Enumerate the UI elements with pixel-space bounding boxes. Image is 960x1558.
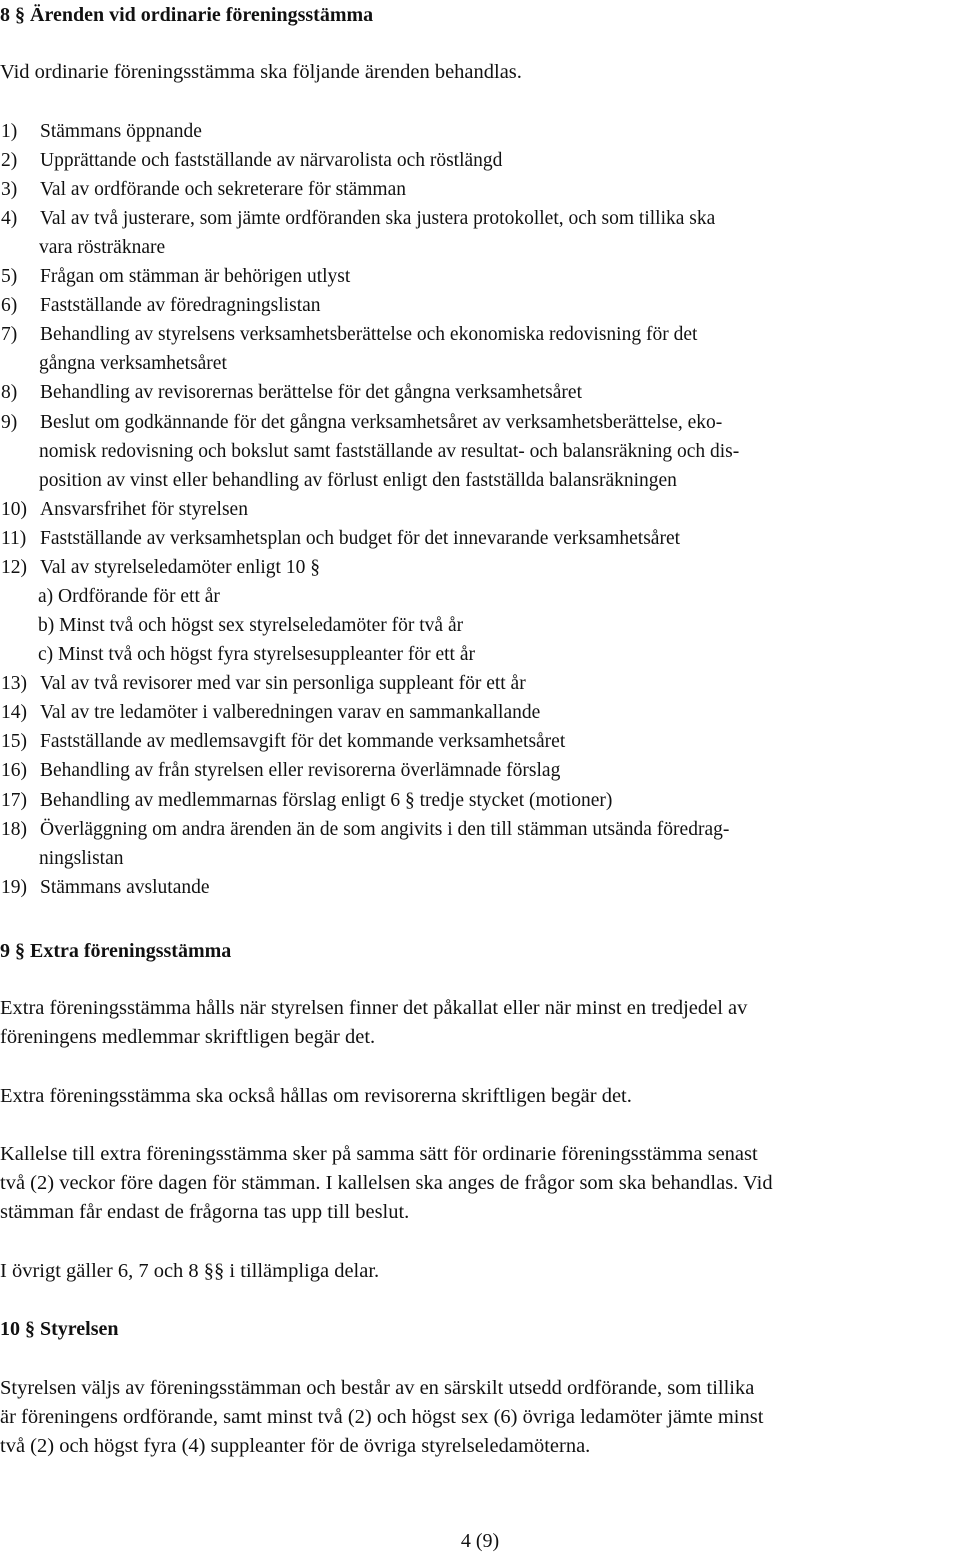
list-item: 6) Fastställande av föredragningslistan — [1, 295, 321, 316]
sub-list-item: a) Ordförande för ett år — [38, 586, 220, 607]
page-number: 4 (9) — [460, 1530, 500, 1552]
section-9-heading: 9 § Extra föreningsstämma — [0, 940, 232, 962]
list-item: 19) Stämmans avslutande — [1, 877, 210, 898]
list-item-continuation: gångna verksamhetsåret — [39, 353, 227, 374]
paragraph-line: Extra föreningsstämma ska också hållas om revisorerna skriftligen begär det. — [0, 1085, 632, 1107]
list-item: 8) Behandling av revisorernas berättelse för det gångna verksamhetsåret — [1, 382, 582, 403]
section-8-intro: Vid ordinarie föreningsstämma ska följande ärenden behandlas. — [0, 61, 522, 83]
list-item-continuation: position av vinst eller behandling av förlust enligt den fastställda balansräkningen — [39, 470, 677, 491]
list-item: 3) Val av ordförande och sekreterare för stämman — [1, 179, 406, 200]
list-item: 9) Beslut om godkännande för det gångna verksamhetsåret av verksamhetsberättelse, eko- — [1, 412, 723, 433]
list-item: 12) Val av styrelseledamöter enligt 10 § — [1, 557, 320, 578]
section-10-heading: 10 § Styrelsen — [0, 1318, 119, 1340]
paragraph-line: Kallelse till extra föreningsstämma sker på samma sätt för ordinarie föreningsstämma senast — [0, 1143, 758, 1165]
list-item: 1) Stämmans öppnande — [1, 121, 202, 142]
paragraph-line: föreningens medlemmar skriftligen begär det. — [0, 1026, 376, 1048]
paragraph-line: stämman får endast de frågorna tas upp till beslut. — [0, 1201, 410, 1223]
list-item: 13) Val av två revisorer med var sin personliga suppleant för ett år — [1, 673, 526, 694]
list-item: 16) Behandling av från styrelsen eller revisorerna överlämnade förslag — [1, 760, 561, 781]
list-item-continuation: vara rösträknare — [39, 237, 166, 258]
list-item: 14) Val av tre ledamöter i valberedningen varav en sammankallande — [1, 702, 541, 723]
sub-list-item: b) Minst två och högst sex styrelseledamöter för två år — [38, 615, 464, 636]
list-item: 17) Behandling av medlemmarnas förslag enligt 6 § tredje stycket (motioner) — [1, 790, 613, 811]
list-item: 15) Fastställande av medlemsavgift för det kommande verksamhetsåret — [1, 731, 566, 752]
list-item: 4) Val av två justerare, som jämte ordföranden ska justera protokollet, och som tillika ska — [1, 208, 716, 229]
paragraph-line: två (2) veckor före dagen för stämman. I kallelsen ska anges de frågor som ska behandlas. Vid — [0, 1172, 773, 1194]
sub-list-item: c) Minst två och högst fyra styrelsesuppleanter för ett år — [38, 644, 475, 665]
list-item: 11) Fastställande av verksamhetsplan och budget för det innevarande verksamhetsåret — [1, 528, 681, 549]
paragraph-line: är föreningens ordförande, samt minst två (2) och högst sex (6) övriga ledamöter jämte minst — [0, 1406, 764, 1428]
paragraph-line: Extra föreningsstämma hålls när styrelsen finner det påkallat eller när minst en tredjedel av — [0, 997, 748, 1019]
section-8-heading: 8 § Ärenden vid ordinarie föreningsstämma — [0, 4, 374, 26]
paragraph-line: Styrelsen väljs av föreningsstämman och består av en särskilt utsedd ordförande, som tillika — [0, 1377, 755, 1399]
list-item-continuation: nomisk redovisning och bokslut samt fastställande av resultat- och balansräkning och dis- — [39, 441, 740, 462]
paragraph-line: I övrigt gäller 6, 7 och 8 §§ i tillämpliga delar. — [0, 1260, 380, 1282]
list-item: 18) Överläggning om andra ärenden än de som angivits i den till stämman utsända föredrag- — [1, 819, 730, 840]
list-item: 10) Ansvarsfrihet för styrelsen — [1, 499, 248, 520]
list-item-continuation: ningslistan — [39, 848, 124, 869]
paragraph-line: två (2) och högst fyra (4) suppleanter för de övriga styrelseledamöterna. — [0, 1435, 591, 1457]
list-item: 2) Upprättande och fastställande av närvarolista och röstlängd — [1, 150, 503, 171]
list-item: 7) Behandling av styrelsens verksamhetsberättelse och ekonomiska redovisning för det — [1, 324, 698, 345]
list-item: 5) Frågan om stämman är behörigen utlyst — [1, 266, 351, 287]
